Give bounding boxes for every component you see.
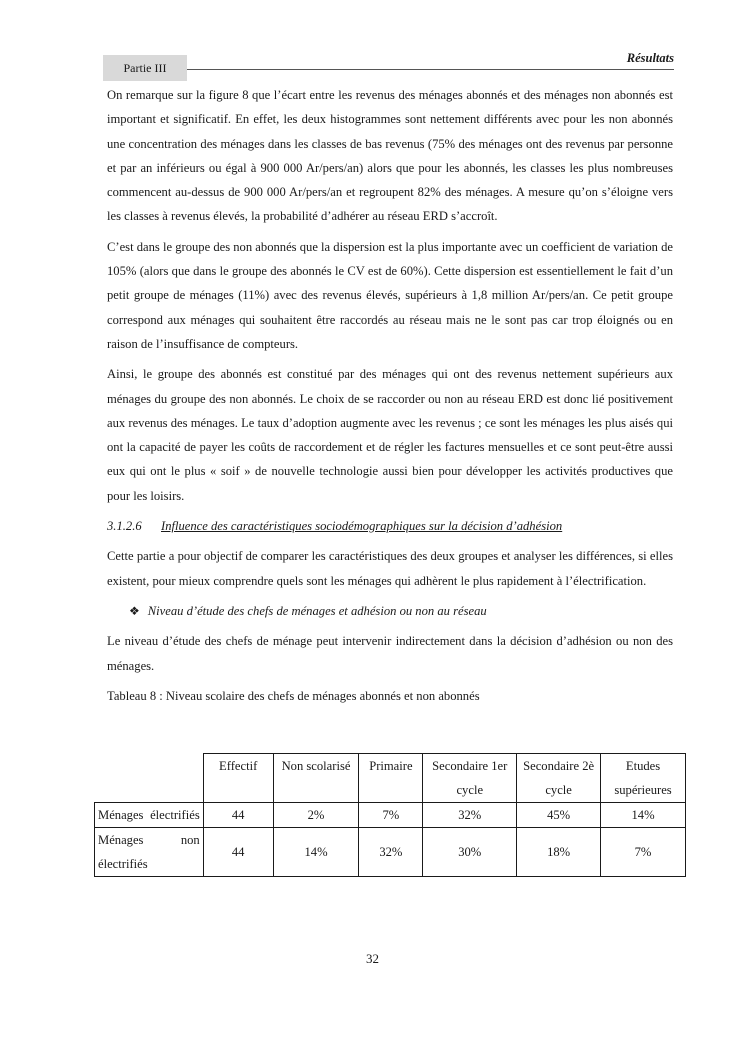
table-header-cell: Non scolarisé	[273, 754, 359, 803]
table-row-label: Ménages non électrifiés	[95, 828, 204, 877]
section-number: 3.1.2.6	[107, 519, 142, 534]
table-row-label: Ménages électrifiés	[95, 803, 204, 828]
section-label: Résultats	[626, 51, 674, 65]
table-cell: 18%	[517, 828, 601, 877]
table-cell: 14%	[273, 828, 359, 877]
bullet-text: Niveau d’étude des chefs de ménages et adhésion ou non au réseau	[147, 603, 487, 618]
table-cell: 2%	[273, 803, 359, 828]
table-cell: 45%	[517, 803, 601, 828]
paragraph-1: On remarque sur la figure 8 que l’écart entre les revenus des ménages abonnés et des ménages non abonnés est important et significatif. En effet, les deux histogrammes sont nettement différents avec pour les non abonnés une concentration des ménages dans les classes de bas revenus (75% des ménages ont des revenus par personne et par an inférieurs ou égal à 900 000 Ar/pers/an) alors que pour les abonnés, les classes les plus nombreuses commencent au-dessus de 900 000 Ar/pers/an et regroupent 82% des ménages. A mesure qu’on s’éloigne vers les classes à revenus élevés, la probabilité d’adhérer au réseau ERD s’accroît.	[107, 88, 673, 224]
section-heading	[107, 514, 673, 538]
education-table	[94, 753, 686, 877]
table-header-cell: Effectif	[203, 754, 273, 803]
diamond-bullet-icon: ❖	[129, 603, 140, 618]
header-rule	[187, 69, 674, 70]
table-cell: 44	[203, 803, 273, 828]
table-header-cell: Etudes supérieures	[601, 754, 686, 803]
page-body	[107, 83, 673, 708]
table-corner-cell	[95, 754, 204, 803]
table-cell: 32%	[359, 828, 423, 877]
table-row	[95, 828, 686, 877]
table-row	[95, 803, 686, 828]
table-header-cell: Secondaire 2è cycle	[517, 754, 601, 803]
section-title: Influence des caractéristiques sociodémographiques sur la décision d’adhésion	[161, 519, 563, 534]
table-cell: 7%	[359, 803, 423, 828]
paragraph-2: C’est dans le groupe des non abonnés que la dispersion est la plus importante avec un coefficient de variation de 105% (alors que dans le groupe des abonnés le CV est de 60%). Cette dispersion est essentiellement le fait d’un petit groupe de ménages (11%) avec des revenus élevés, supérieurs à 1,8 million Ar/pers/an. Ce petit groupe correspond aux ménages qui souhaitent être raccordés au réseau mais ne le sont pas car trop éloignés ou en raison de l’insuffisance de compteurs.	[107, 239, 673, 351]
bullet-item	[129, 599, 673, 623]
table-cell: 44	[203, 828, 273, 877]
paragraph-3: Ainsi, le groupe des abonnés est constitué par des ménages qui ont des revenus nettement supérieurs aux ménages du groupe des non abonnés. Le choix de se raccorder ou non au réseau ERD est donc lié positivement aux revenus des ménages. Le taux d’adoption augmente avec les revenus ; ce sont les ménages les plus aisés qui ont la capacité de payer les coûts de raccordement et de régler les factures mensuelles et ce sont peut-être aussi eux qui ont le plus « soif » de nouvelle technologie aussi bien pour développer les activités productives que pour les loisirs.	[107, 367, 673, 503]
table-cell: 14%	[601, 803, 686, 828]
paragraph-5: Le niveau d’étude des chefs de ménage peut intervenir indirectement dans la décision d’adhésion ou non des ménages.	[107, 634, 673, 673]
table-header-cell: Primaire	[359, 754, 423, 803]
page-number: 32	[366, 951, 379, 966]
table-cell: 7%	[601, 828, 686, 877]
table-caption: Tableau 8 : Niveau scolaire des chefs de ménages abonnés et non abonnés	[107, 688, 480, 703]
table-header-cell: Secondaire 1er cycle	[423, 754, 517, 803]
table-cell: 30%	[423, 828, 517, 877]
paragraph-4: Cette partie a pour objectif de comparer les caractéristiques des deux groupes et analyser les différences, si elles existent, pour mieux comprendre quels sont les ménages qui adhèrent le plus rapidement à l’électrification.	[107, 549, 673, 588]
part-label: Partie III	[103, 55, 187, 81]
table-header-row	[95, 754, 686, 803]
table-cell: 32%	[423, 803, 517, 828]
